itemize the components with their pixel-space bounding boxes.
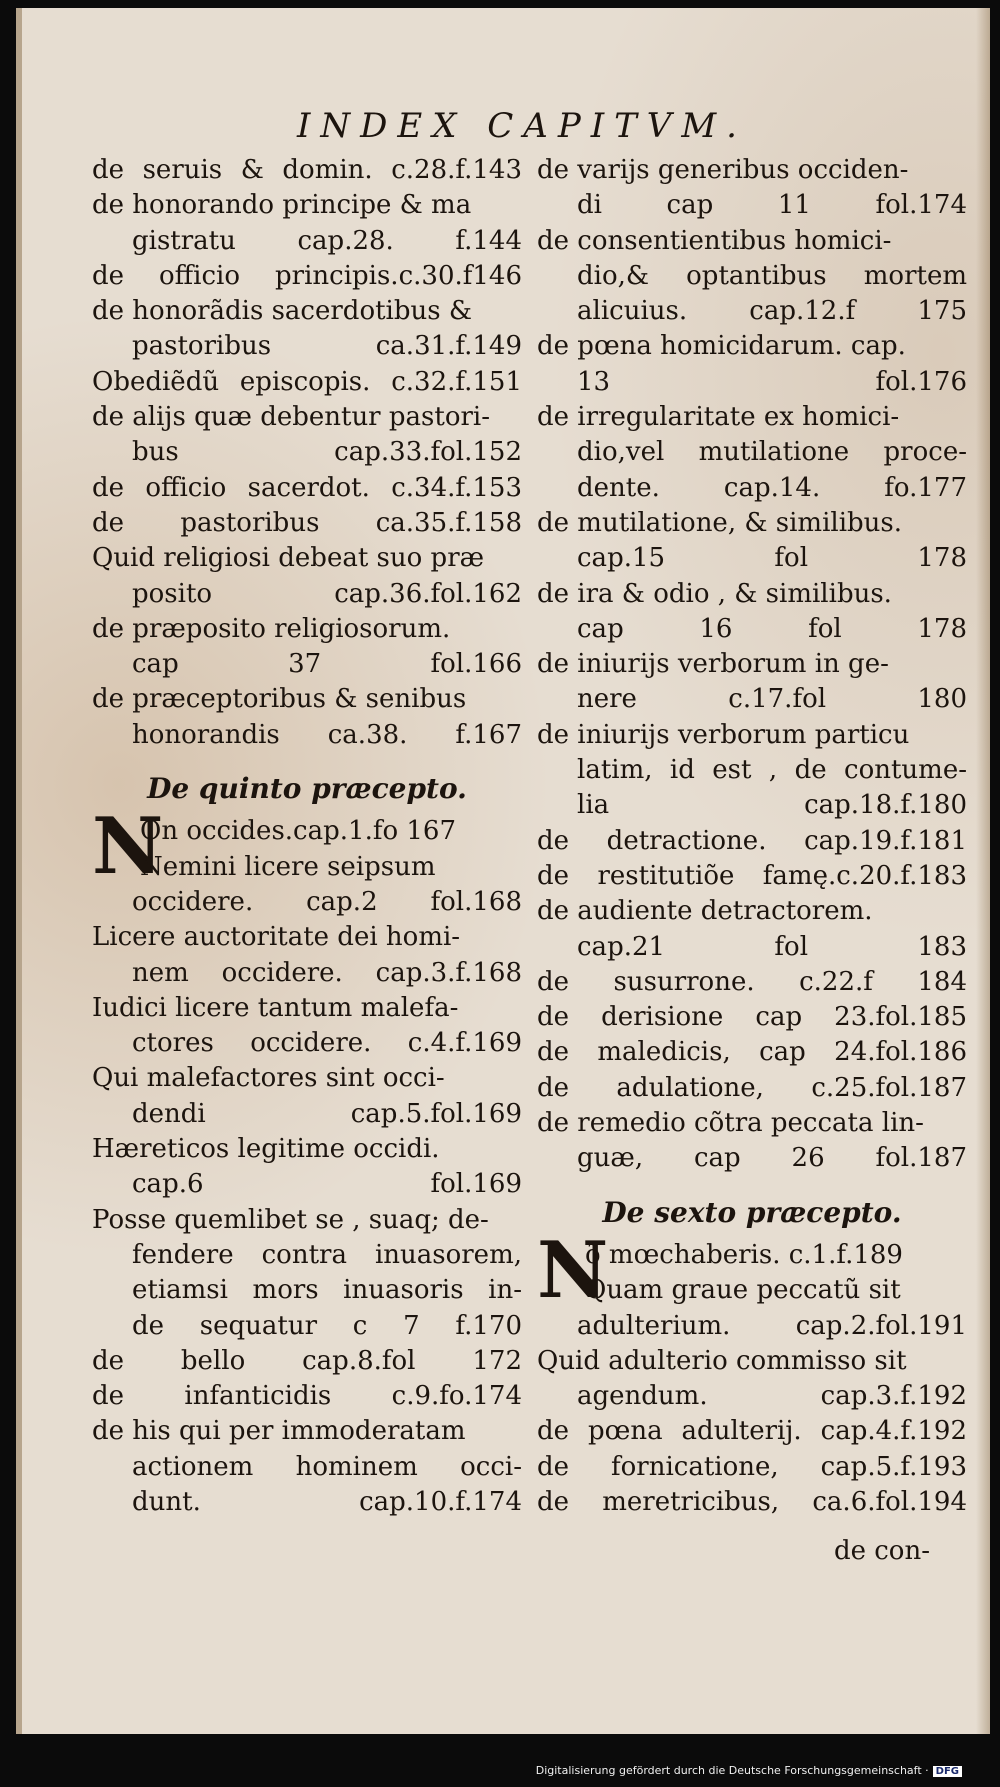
index-entry bbox=[92, 294, 522, 365]
left-entries-b bbox=[92, 885, 522, 1520]
entry-line: Quid religiosi debeat suo præ bbox=[92, 543, 485, 574]
index-entry bbox=[92, 1485, 522, 1520]
entry-line: de præposito religiosorum. bbox=[92, 613, 451, 644]
index-entry bbox=[92, 1379, 522, 1414]
entry-line: de ira & odio , & similibus. bbox=[537, 578, 892, 609]
entry-continuation: lia cap.18.f.180 bbox=[577, 790, 967, 821]
index-entry bbox=[92, 1203, 522, 1274]
index-entry bbox=[92, 1344, 522, 1379]
entry-line: de præceptoribus & senibus bbox=[92, 684, 467, 715]
entry-continuation: bus cap.33.fol.152 bbox=[132, 437, 522, 468]
right-entries-a bbox=[537, 153, 967, 1177]
index-entry bbox=[92, 991, 522, 1062]
entry-line: de alijs quæ debentur pastori- bbox=[92, 402, 490, 433]
index-entry bbox=[537, 1344, 967, 1415]
entry-line: de pœna adulterij. cap.4.f.192 bbox=[537, 1416, 967, 1447]
entry-continuation: alicuius. cap.12.f 175 bbox=[577, 296, 967, 327]
entry-continuation: actionem hominem occi- bbox=[132, 1451, 522, 1482]
index-entry bbox=[537, 1071, 967, 1106]
entry-line: On occides.cap.1.fo 167 bbox=[140, 816, 456, 847]
index-entry bbox=[92, 188, 522, 259]
right-column bbox=[537, 153, 967, 1520]
index-entry bbox=[537, 294, 967, 329]
entry-continuation: cap.6 fol.169 bbox=[132, 1169, 522, 1200]
entry-line: Nemini licere seipsum bbox=[140, 851, 436, 882]
page-edge-shadow bbox=[976, 8, 990, 1734]
entry-line: de maledicis, cap 24.fol.186 bbox=[537, 1037, 967, 1068]
entry-line: Quam graue peccatũ sit bbox=[585, 1275, 901, 1306]
entry-line: Iudici licere tantum malefa- bbox=[92, 992, 459, 1023]
entry-line: Posse quemlibet se , suaq; de- bbox=[92, 1204, 489, 1235]
entry-line: de officio sacerdot. c.34.f.153 bbox=[92, 472, 522, 503]
entry-continuation: dendi cap.5.fol.169 bbox=[132, 1098, 522, 1129]
entry-continuation: nem occidere. cap.3.f.168 bbox=[132, 957, 522, 988]
dropcap-letter: N bbox=[537, 1224, 609, 1316]
index-entry bbox=[537, 824, 967, 859]
entry-continuation: cap 16 fol 178 bbox=[577, 613, 967, 644]
entry-line: de detractione. cap.19.f.181 bbox=[537, 825, 967, 856]
entry-continuation: 13 fol.176 bbox=[577, 366, 967, 397]
dropcap-entry bbox=[92, 801, 522, 893]
index-entry bbox=[92, 682, 522, 753]
index-entry bbox=[92, 471, 522, 506]
index-entry bbox=[92, 1273, 522, 1308]
entry-continuation: posito cap.36.fol.162 bbox=[132, 578, 522, 609]
entry-line: de officio principis.c.30.f146 bbox=[92, 260, 522, 291]
entry-line: de irregularitate ex homici- bbox=[537, 402, 900, 433]
entry-continuation: fendere contra inuasorem, bbox=[132, 1239, 522, 1270]
entry-continuation: guæ, cap 26 fol.187 bbox=[577, 1143, 967, 1174]
entry-line: Hæreticos legitime occidi. bbox=[92, 1134, 440, 1165]
entry-continuation: gistratu cap.28. f.144 bbox=[132, 225, 522, 256]
entry-continuation: dio,vel mutilatione proce- bbox=[577, 437, 967, 468]
right-entries-b bbox=[537, 1309, 967, 1521]
entry-continuation: cap.15 fol 178 bbox=[577, 543, 967, 574]
index-entry bbox=[537, 400, 967, 471]
index-entry bbox=[537, 471, 967, 506]
entry-continuation: etiamsi mors inuasoris in- bbox=[132, 1275, 522, 1306]
index-entry bbox=[92, 541, 522, 612]
index-entry bbox=[92, 1132, 522, 1203]
entry-line: de pœna homicidarum. cap. bbox=[537, 331, 906, 362]
entry-continuation: adulterium. cap.2.fol.191 bbox=[577, 1310, 967, 1341]
index-entry bbox=[92, 1309, 522, 1344]
index-entry bbox=[92, 400, 522, 471]
entry-continuation: nere c.17.fol 180 bbox=[577, 684, 967, 715]
index-entry bbox=[537, 1450, 967, 1485]
index-entry bbox=[92, 612, 522, 683]
entry-line: de remedio cõtra peccata lin- bbox=[537, 1108, 924, 1139]
left-column bbox=[92, 153, 522, 1520]
entry-line: de iniurijs verborum particu bbox=[537, 719, 910, 750]
index-entry bbox=[537, 577, 967, 648]
entry-continuation: occidere. cap.2 fol.168 bbox=[132, 886, 522, 917]
index-entry bbox=[537, 1309, 967, 1344]
digitization-credit bbox=[536, 1764, 962, 1777]
index-entry bbox=[92, 365, 522, 400]
entry-line: de his qui per immoderatam bbox=[92, 1416, 466, 1447]
index-entry bbox=[537, 1000, 967, 1035]
entry-continuation: dente. cap.14. fo.177 bbox=[577, 472, 967, 503]
section-heading-fifth-commandment: De quinto præcepto. bbox=[147, 772, 467, 806]
entry-continuation: di cap 11 fol.174 bbox=[577, 190, 967, 221]
credit-text: Digitalisierung gefördert durch die Deutsche Forschungsgemeinschaft · bbox=[535, 1764, 929, 1777]
entry-line: de iniurijs verborum in ge- bbox=[537, 649, 889, 680]
entry-line: de infanticidis c.9.fo.174 bbox=[92, 1381, 522, 1412]
entry-continuation: dunt. cap.10.f.174 bbox=[132, 1486, 522, 1517]
index-entry bbox=[92, 920, 522, 991]
index-entry bbox=[92, 506, 522, 541]
entry-continuation: cap 37 fol.166 bbox=[132, 649, 522, 680]
index-entry bbox=[537, 1485, 967, 1520]
entry-line: de restitutiõe famę.c.20.f.183 bbox=[537, 860, 967, 891]
index-entry bbox=[537, 859, 967, 894]
index-entry bbox=[537, 894, 967, 965]
entry-line: de susurrone. c.22.f 184 bbox=[537, 966, 967, 997]
entry-continuation: latim, id est , de contume- bbox=[577, 755, 967, 786]
entry-line: Qui malefactores sint occi- bbox=[92, 1063, 445, 1094]
entry-continuation: de sequatur c 7 f.170 bbox=[132, 1310, 522, 1341]
index-entry bbox=[92, 259, 522, 294]
index-entry bbox=[537, 647, 967, 718]
index-entry bbox=[537, 329, 967, 400]
entry-line: de adulatione, c.25.fol.187 bbox=[537, 1072, 967, 1103]
index-entry bbox=[537, 224, 967, 295]
index-entry bbox=[537, 1035, 967, 1070]
index-entry bbox=[537, 965, 967, 1000]
left-entries-a bbox=[92, 153, 522, 753]
entry-line: õ mœchaberis. c.1.f.189 bbox=[585, 1239, 903, 1270]
entry-line: de fornicatione, cap.5.f.193 bbox=[537, 1451, 967, 1482]
entry-line: de seruis & domin. c.28.f.143 bbox=[92, 155, 522, 185]
entry-line: de mutilatione, & similibus. bbox=[537, 507, 903, 538]
entry-line: de consentientibus homici- bbox=[537, 225, 892, 256]
entry-line: de varijs generibus occiden- bbox=[537, 155, 909, 185]
entry-line: Licere auctoritate dei homi- bbox=[92, 922, 461, 953]
entry-line: de pastoribus ca.35.f.158 bbox=[92, 507, 522, 538]
index-entry bbox=[92, 885, 522, 920]
entry-line: Quid adulterio commisso sit bbox=[537, 1345, 907, 1376]
entry-line: de meretricibus, ca.6.fol.194 bbox=[537, 1486, 967, 1517]
book-page bbox=[16, 8, 990, 1734]
index-entry bbox=[537, 788, 967, 823]
catchword: de con- bbox=[833, 1536, 930, 1566]
index-entry bbox=[537, 718, 967, 789]
running-head: INDEX CAPITVM. bbox=[296, 106, 747, 146]
entry-line: de audiente detractorem. bbox=[537, 896, 873, 927]
index-entry bbox=[537, 506, 967, 577]
entry-continuation: cap.21 fol 183 bbox=[577, 931, 967, 962]
entry-line: de derisione cap 23.fol.185 bbox=[537, 1002, 967, 1033]
entry-continuation: ctores occidere. c.4.f.169 bbox=[132, 1028, 522, 1059]
dropcap-entry bbox=[537, 1224, 967, 1316]
dropcap-letter: N bbox=[92, 801, 164, 893]
index-entry bbox=[537, 1106, 967, 1177]
entry-line: de honorãdis sacerdotibus & bbox=[92, 296, 473, 327]
entry-continuation: honorandis ca.38. f.167 bbox=[132, 719, 522, 750]
section-heading-sixth-commandment: De sexto præcepto. bbox=[602, 1195, 902, 1229]
dfg-logo: DFG bbox=[933, 1766, 962, 1777]
index-entry bbox=[537, 153, 967, 224]
index-entry bbox=[537, 1414, 967, 1449]
entry-continuation: pastoribus ca.31.f.149 bbox=[132, 331, 522, 362]
index-entry bbox=[92, 153, 522, 188]
index-entry bbox=[92, 1061, 522, 1132]
entry-line: Obediẽdũ episcopis. c.32.f.151 bbox=[92, 366, 522, 397]
index-entry bbox=[92, 1414, 522, 1485]
entry-line: de bello cap.8.fol 172 bbox=[92, 1345, 522, 1376]
entry-continuation: agendum. cap.3.f.192 bbox=[577, 1381, 967, 1412]
entry-line: de honorando principe & ma bbox=[92, 190, 472, 221]
entry-continuation: dio,& optantibus mortem bbox=[577, 260, 967, 291]
